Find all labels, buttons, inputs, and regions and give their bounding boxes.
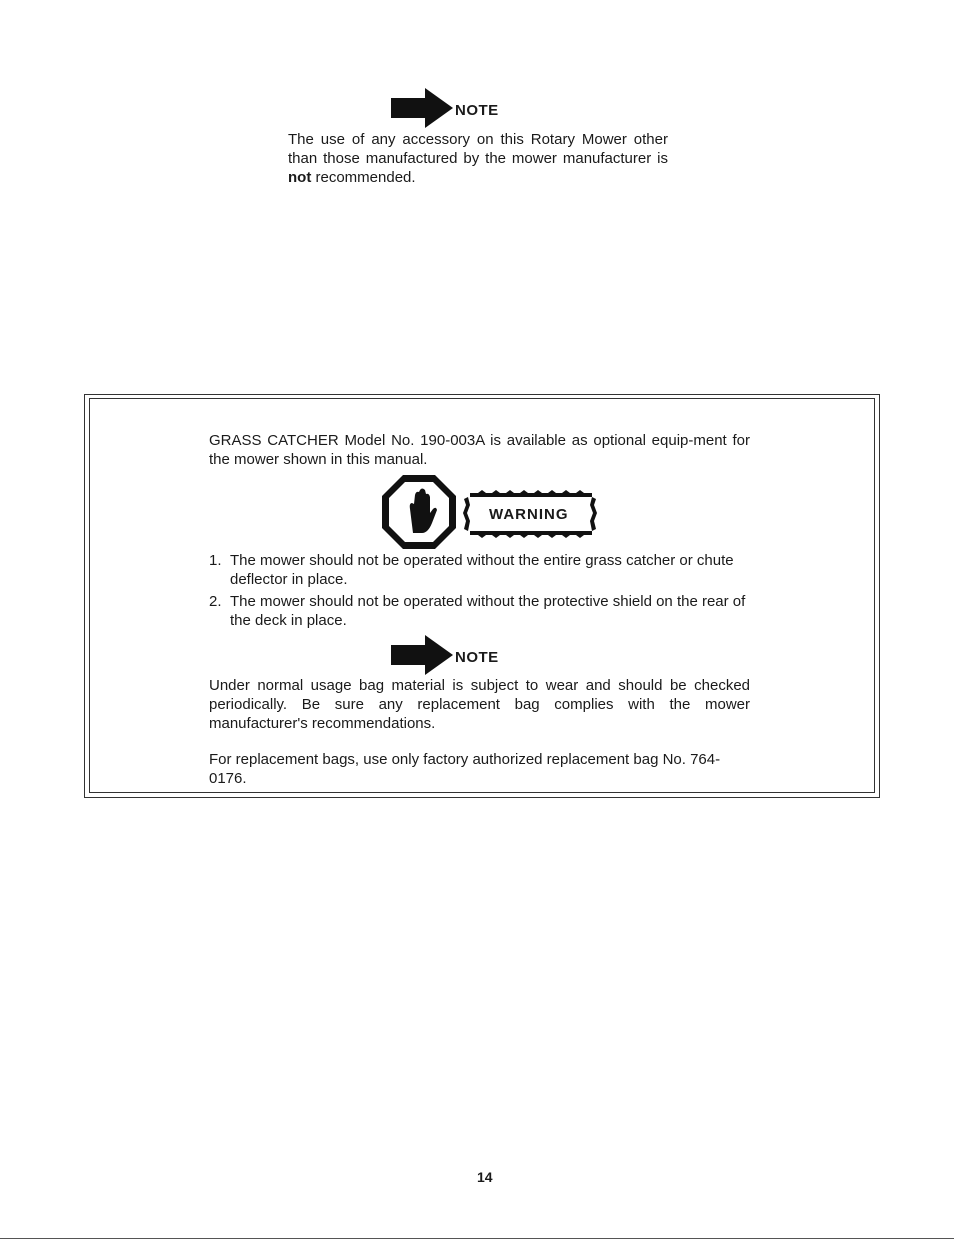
box-note-header	[391, 635, 499, 675]
top-note-header	[391, 88, 668, 128]
warning-label: WARNING	[489, 506, 569, 523]
arrow-right-icon	[391, 88, 453, 128]
list-item	[209, 551, 750, 589]
list-item-text: The mower should not be operated without the protective shield on the rear of the deck in place.	[230, 593, 746, 629]
top-note	[288, 88, 668, 187]
bag-wear-note: Under normal usage bag material is subject to wear and should be checked periodically. Be sure any replacement bag complies with the mower manufacturer's recommendations.	[209, 677, 750, 732]
page-number: 14	[477, 1169, 493, 1185]
warning-header	[380, 473, 600, 551]
stop-hand-icon	[380, 473, 458, 551]
top-note-text-end: recommended.	[311, 169, 416, 186]
arrow-right-icon	[391, 635, 453, 675]
list-item-number: 2.	[209, 593, 222, 610]
note-label: NOTE	[455, 101, 499, 119]
list-item-text: The mower should not be operated without the entire grass catcher or chute deflector in place.	[230, 552, 734, 588]
list-item	[209, 592, 750, 630]
list-item-number: 1.	[209, 552, 222, 569]
note-label: NOTE	[455, 648, 499, 666]
bottom-rule	[0, 1238, 954, 1239]
warning-list	[209, 551, 750, 633]
top-note-text	[288, 130, 668, 187]
replacement-bag-text: For replacement bags, use only factory authorized replacement bag No. 764-0176.	[209, 751, 721, 787]
top-note-text-part: The use of any accessory on this Rotary Mower other than those manufactured by the mower manufacturer is	[288, 131, 668, 167]
top-note-emphasis: not	[288, 169, 312, 186]
grass-catcher-intro: GRASS CATCHER Model No. 190-003A is available as optional equip-ment for the mower shown in this manual.	[209, 432, 750, 468]
